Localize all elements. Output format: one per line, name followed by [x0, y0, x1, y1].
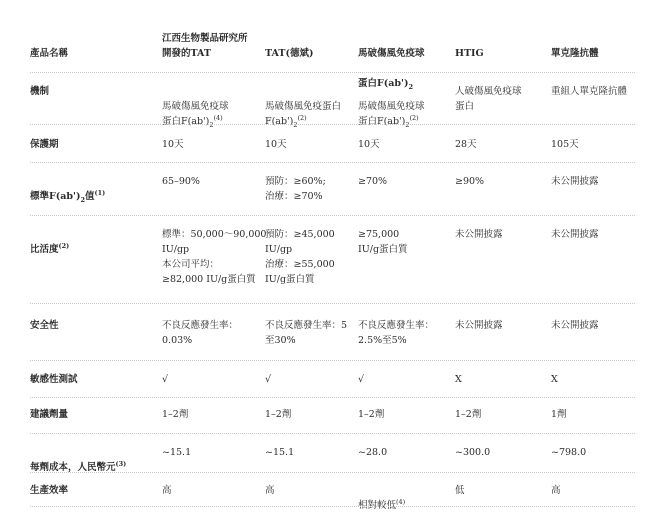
cell-efficiency-c4: 低 — [455, 485, 465, 496]
cell-dosage-c1: 1–2劑 — [162, 409, 189, 420]
row-label-sensitivity-test: 敏感性測試 — [30, 374, 78, 385]
cell-fab-c4: ≥90% — [455, 176, 485, 187]
row-label-production-efficiency: 生產效率 — [30, 485, 69, 496]
divider — [30, 360, 635, 361]
divider — [30, 506, 635, 507]
row-label-fab-standard: 標準$F(ab')_2$值$^{(1)}$ — [30, 188, 106, 204]
cell-fab-c3: ≥70% — [358, 176, 388, 187]
cell-activity-c3: ≥75,000 IU/g蛋白質 — [358, 229, 408, 255]
cell-dosage-c2: 1–2劑 — [265, 409, 292, 420]
divider — [30, 162, 635, 163]
cell-sensitivity-c2: √ — [265, 374, 272, 385]
cell-safety-c2: 不良反應發生率：5 至30% — [265, 320, 348, 346]
cell-dosage-c4: 1–2劑 — [455, 409, 482, 420]
cell-protection-c2: 10天 — [265, 139, 287, 150]
cell-protection-c5: 105天 — [551, 139, 579, 150]
cell-safety-c5: 未公開披露 — [551, 320, 599, 331]
cell-activity-c5: 未公開披露 — [551, 229, 599, 240]
cell-cost-c4: ~300.0 — [455, 447, 491, 458]
cell-fab-c2: 預防：≥60%; 治療：≥70% — [265, 176, 326, 202]
cell-safety-c1: 不良反應發生率： 0.03% — [162, 320, 239, 346]
header-col-htig: HTIG — [455, 48, 484, 59]
cell-efficiency-c2: 高 — [265, 485, 275, 496]
cell-efficiency-c5: 高 — [551, 485, 561, 496]
row-label-specific-activity: 比活度$^{(2)}$ — [30, 241, 70, 255]
cell-mechanism-c1: 馬破傷風免疫球 蛋白$F(ab')_2^{(4)}$ — [162, 101, 229, 129]
cell-activity-c1: 標準：50,000～90,000 IU/gp 本公司平均： ≥82,000 IU/g蛋白質 — [162, 229, 267, 285]
cell-cost-c3: ~28.0 — [358, 447, 388, 458]
cell-mechanism-c2: 馬破傷風免疫蛋白 $F(ab')_2^{(2)}$ — [265, 101, 342, 129]
cell-dosage-c3: 1–2劑 — [358, 409, 385, 420]
header-col-equine-fab: 馬破傷風免疫球 蛋白$F(ab')_2$ — [358, 48, 425, 91]
divider — [30, 303, 635, 304]
cell-cost-c2: ~15.1 — [265, 447, 295, 458]
divider — [30, 433, 635, 434]
cell-activity-c2: 預防：≥45,000 IU/gp 治療：≥55,000 IU/g蛋白質 — [265, 229, 335, 285]
cell-efficiency-c1: 高 — [162, 485, 172, 496]
cell-efficiency-c3: 相對較低$^{(4)}$ — [358, 497, 406, 511]
cell-mechanism-c5: 重組人單克隆抗體 — [551, 86, 628, 97]
cell-protection-c1: 10天 — [162, 139, 184, 150]
header-col-jiangxi-tat: 江西生物製品研究所 開發的TAT — [162, 33, 248, 59]
divider — [30, 72, 635, 73]
row-label-cost-per-dose: 每劑成本，人民幣元$^{(3)}$ — [30, 459, 127, 473]
row-label-mechanism: 機制 — [30, 86, 50, 97]
divider — [30, 124, 635, 125]
cell-protection-c3: 10天 — [358, 139, 380, 150]
cell-sensitivity-c5: X — [551, 374, 558, 385]
cell-safety-c4: 未公開披露 — [455, 320, 503, 331]
header-col-monoclonal: 單克隆抗體 — [551, 48, 599, 59]
divider — [30, 215, 635, 216]
header-product-name: 產品名稱 — [30, 48, 69, 59]
cell-activity-c4: 未公開披露 — [455, 229, 503, 240]
row-label-protection: 保護期 — [30, 139, 59, 150]
cell-sensitivity-c3: √ — [358, 374, 365, 385]
cell-sensitivity-c1: √ — [162, 374, 169, 385]
cell-fab-c1: 65–90% — [162, 176, 200, 187]
cell-protection-c4: 28天 — [455, 139, 477, 150]
cell-safety-c3: 不良反應發生率： 2.5%至5% — [358, 320, 435, 346]
divider — [30, 397, 635, 398]
row-label-dosage: 建議劑量 — [30, 409, 69, 420]
cell-mechanism-c4: 人破傷風免疫球 蛋白 — [455, 86, 522, 112]
divider — [30, 472, 635, 473]
cell-fab-c5: 未公開披露 — [551, 176, 599, 187]
cell-dosage-c5: 1劑 — [551, 409, 567, 420]
cell-cost-c1: ~15.1 — [162, 447, 192, 458]
cell-sensitivity-c4: X — [455, 374, 462, 385]
cell-mechanism-c3: 馬破傷風免疫球 蛋白$F(ab')_2^{(2)}$ — [358, 101, 425, 129]
header-col-tat-debin: TAT(德斌) — [265, 48, 314, 59]
row-label-safety: 安全性 — [30, 320, 59, 331]
cell-cost-c5: ~798.0 — [551, 447, 587, 458]
